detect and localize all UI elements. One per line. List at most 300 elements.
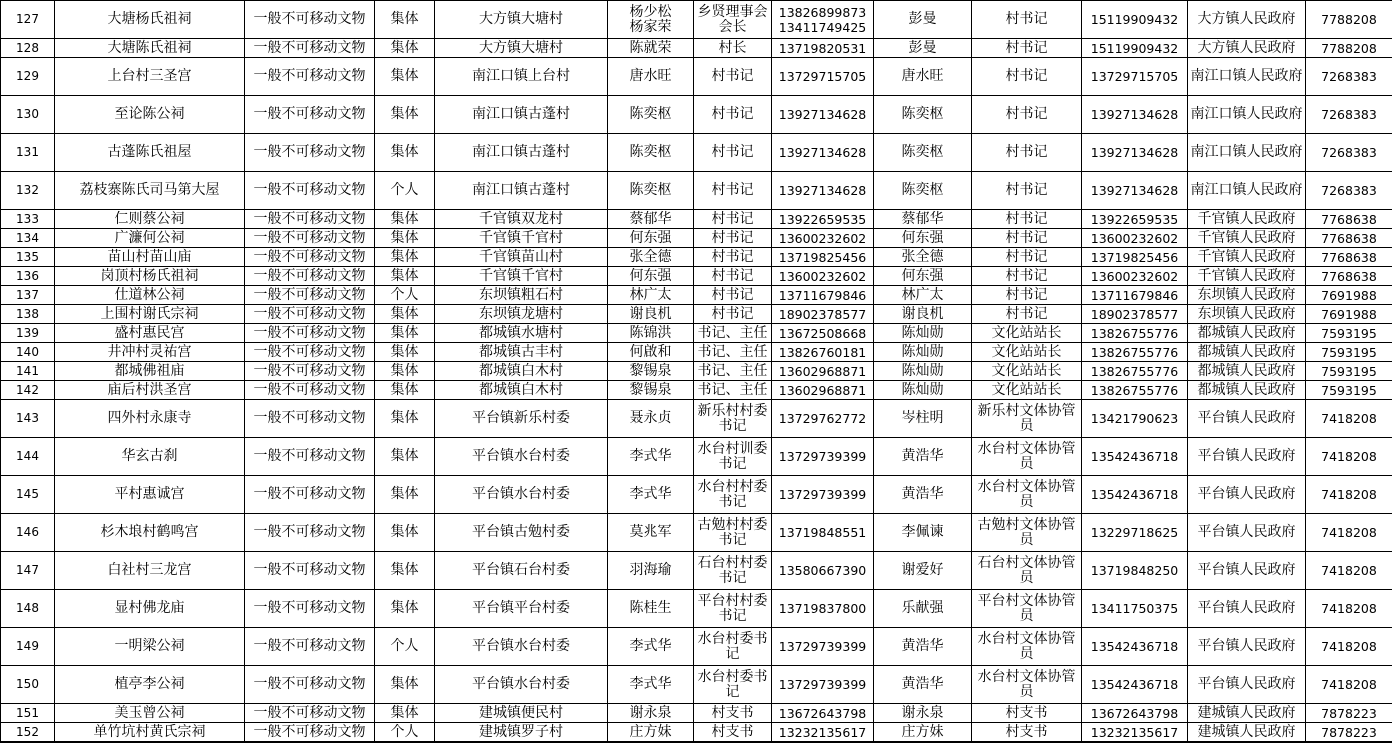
ownership-cell[interactable]: 集体	[375, 210, 435, 229]
manager-phone-cell[interactable]: 13927134628	[772, 134, 874, 172]
manager-position-cell[interactable]: 村书记	[694, 172, 772, 210]
relic-name-cell[interactable]: 广濂何公祠	[55, 229, 245, 248]
government-phone-cell[interactable]: 7768638	[1306, 267, 1392, 286]
ownership-cell[interactable]: 集体	[375, 400, 435, 438]
government-phone-cell[interactable]: 7768638	[1306, 229, 1392, 248]
manager-name-cell[interactable]: 陈桂生	[608, 590, 694, 628]
table-row[interactable]	[1, 134, 1392, 172]
manager-name-cell[interactable]: 谢永泉	[608, 704, 694, 723]
location-cell[interactable]: 平台镇水台村委	[435, 628, 608, 666]
liaison-phone-cell[interactable]: 15119909432	[1082, 39, 1188, 58]
liaison-name-cell[interactable]: 陈灿勋	[874, 343, 972, 362]
town-government-cell[interactable]: 南江口镇人民政府	[1188, 96, 1306, 134]
town-government-cell[interactable]: 千官镇人民政府	[1188, 248, 1306, 267]
protection-level-cell[interactable]: 一般不可移动文物	[245, 514, 375, 552]
row-number-cell[interactable]: 138	[1, 305, 55, 324]
row-number-cell[interactable]: 149	[1, 628, 55, 666]
liaison-phone-cell[interactable]: 13826755776	[1082, 362, 1188, 381]
liaison-phone-cell[interactable]: 13542436718	[1082, 438, 1188, 476]
row-number-cell[interactable]: 137	[1, 286, 55, 305]
liaison-name-cell[interactable]: 黄浩华	[874, 438, 972, 476]
table-row[interactable]	[1, 172, 1392, 210]
liaison-position-cell[interactable]: 村书记	[972, 286, 1082, 305]
manager-position-cell[interactable]: 水台村村委书记	[694, 476, 772, 514]
government-phone-cell[interactable]: 7418208	[1306, 552, 1392, 590]
manager-name-cell[interactable]: 陈奕枢	[608, 172, 694, 210]
relic-name-cell[interactable]: 一明梁公祠	[55, 628, 245, 666]
table-row[interactable]	[1, 704, 1392, 723]
government-phone-cell[interactable]: 7418208	[1306, 666, 1392, 704]
town-government-cell[interactable]: 平台镇人民政府	[1188, 400, 1306, 438]
ownership-cell[interactable]: 集体	[375, 324, 435, 343]
manager-phone-cell[interactable]: 13580667390	[772, 552, 874, 590]
town-government-cell[interactable]: 南江口镇人民政府	[1188, 172, 1306, 210]
liaison-position-cell[interactable]: 文化站站长	[972, 362, 1082, 381]
government-phone-cell[interactable]: 7768638	[1306, 248, 1392, 267]
manager-position-cell[interactable]: 平台村村委书记	[694, 590, 772, 628]
manager-phone-cell[interactable]: 13719825456	[772, 248, 874, 267]
liaison-phone-cell[interactable]: 13542436718	[1082, 628, 1188, 666]
liaison-phone-cell[interactable]: 13421790623	[1082, 400, 1188, 438]
location-cell[interactable]: 平台镇新乐村委	[435, 400, 608, 438]
liaison-name-cell[interactable]: 谢爱好	[874, 552, 972, 590]
table-row[interactable]	[1, 381, 1392, 400]
town-government-cell[interactable]: 都城镇人民政府	[1188, 324, 1306, 343]
liaison-position-cell[interactable]: 水台村文体协管员	[972, 628, 1082, 666]
manager-position-cell[interactable]: 新乐村村委书记	[694, 400, 772, 438]
ownership-cell[interactable]: 集体	[375, 39, 435, 58]
row-number-cell[interactable]: 131	[1, 134, 55, 172]
liaison-position-cell[interactable]: 村书记	[972, 134, 1082, 172]
protection-level-cell[interactable]: 一般不可移动文物	[245, 590, 375, 628]
table-row[interactable]	[1, 438, 1392, 476]
manager-name-cell[interactable]: 陈奕枢	[608, 134, 694, 172]
liaison-position-cell[interactable]: 村书记	[972, 305, 1082, 324]
government-phone-cell[interactable]: 7418208	[1306, 400, 1392, 438]
ownership-cell[interactable]: 集体	[375, 362, 435, 381]
protection-level-cell[interactable]: 一般不可移动文物	[245, 172, 375, 210]
government-phone-cell[interactable]: 7268383	[1306, 172, 1392, 210]
relic-name-cell[interactable]: 古蓬陈氏祖屋	[55, 134, 245, 172]
liaison-phone-cell[interactable]: 13672643798	[1082, 704, 1188, 723]
manager-position-cell[interactable]: 水台村训委书记	[694, 438, 772, 476]
ownership-cell[interactable]: 集体	[375, 267, 435, 286]
liaison-position-cell[interactable]: 村书记	[972, 229, 1082, 248]
liaison-position-cell[interactable]: 村支书	[972, 704, 1082, 723]
location-cell[interactable]: 建城镇罗子村	[435, 723, 608, 742]
liaison-phone-cell[interactable]: 13927134628	[1082, 172, 1188, 210]
table-row[interactable]	[1, 58, 1392, 96]
liaison-position-cell[interactable]: 文化站站长	[972, 343, 1082, 362]
liaison-name-cell[interactable]: 岑柱明	[874, 400, 972, 438]
manager-phone-cell[interactable]: 13602968871	[772, 362, 874, 381]
protection-level-cell[interactable]: 一般不可移动文物	[245, 666, 375, 704]
manager-phone-cell[interactable]: 13729762772	[772, 400, 874, 438]
ownership-cell[interactable]: 集体	[375, 704, 435, 723]
location-cell[interactable]: 东坝镇龙塘村	[435, 305, 608, 324]
relic-name-cell[interactable]: 平村惠诚宫	[55, 476, 245, 514]
town-government-cell[interactable]: 平台镇人民政府	[1188, 590, 1306, 628]
ownership-cell[interactable]: 集体	[375, 590, 435, 628]
table-row[interactable]	[1, 343, 1392, 362]
town-government-cell[interactable]: 平台镇人民政府	[1188, 514, 1306, 552]
manager-position-cell[interactable]: 村书记	[694, 248, 772, 267]
government-phone-cell[interactable]: 7593195	[1306, 324, 1392, 343]
liaison-phone-cell[interactable]: 13600232602	[1082, 267, 1188, 286]
row-number-cell[interactable]: 129	[1, 58, 55, 96]
government-phone-cell[interactable]: 7268383	[1306, 58, 1392, 96]
town-government-cell[interactable]: 平台镇人民政府	[1188, 552, 1306, 590]
location-cell[interactable]: 都城镇白木村	[435, 362, 608, 381]
liaison-name-cell[interactable]: 蔡郁华	[874, 210, 972, 229]
manager-phone-cell[interactable]: 13600232602	[772, 229, 874, 248]
relic-name-cell[interactable]: 苗山村苗山庙	[55, 248, 245, 267]
relic-name-cell[interactable]: 仁则蔡公祠	[55, 210, 245, 229]
manager-phone-cell[interactable]: 13927134628	[772, 172, 874, 210]
table-row[interactable]	[1, 96, 1392, 134]
protection-level-cell[interactable]: 一般不可移动文物	[245, 96, 375, 134]
row-number-cell[interactable]: 144	[1, 438, 55, 476]
town-government-cell[interactable]: 建城镇人民政府	[1188, 723, 1306, 742]
liaison-phone-cell[interactable]: 13542436718	[1082, 476, 1188, 514]
relic-name-cell[interactable]: 大塘陈氏祖祠	[55, 39, 245, 58]
town-government-cell[interactable]: 东坝镇人民政府	[1188, 305, 1306, 324]
liaison-position-cell[interactable]: 村书记	[972, 248, 1082, 267]
protection-level-cell[interactable]: 一般不可移动文物	[245, 134, 375, 172]
government-phone-cell[interactable]: 7418208	[1306, 514, 1392, 552]
liaison-name-cell[interactable]: 张全德	[874, 248, 972, 267]
manager-position-cell[interactable]: 村书记	[694, 305, 772, 324]
government-phone-cell[interactable]: 7268383	[1306, 96, 1392, 134]
ownership-cell[interactable]: 集体	[375, 229, 435, 248]
manager-name-cell[interactable]: 黎锡泉	[608, 381, 694, 400]
relic-name-cell[interactable]: 植亭李公祠	[55, 666, 245, 704]
liaison-phone-cell[interactable]: 13927134628	[1082, 96, 1188, 134]
manager-phone-cell[interactable]: 13600232602	[772, 267, 874, 286]
manager-name-cell[interactable]: 唐水旺	[608, 58, 694, 96]
table-row[interactable]	[1, 476, 1392, 514]
row-number-cell[interactable]: 128	[1, 39, 55, 58]
location-cell[interactable]: 建城镇便民村	[435, 704, 608, 723]
liaison-position-cell[interactable]: 村书记	[972, 1, 1082, 39]
manager-position-cell[interactable]: 村书记	[694, 96, 772, 134]
row-number-cell[interactable]: 151	[1, 704, 55, 723]
ownership-cell[interactable]: 集体	[375, 476, 435, 514]
town-government-cell[interactable]: 千官镇人民政府	[1188, 210, 1306, 229]
manager-position-cell[interactable]: 村书记	[694, 229, 772, 248]
protection-level-cell[interactable]: 一般不可移动文物	[245, 267, 375, 286]
location-cell[interactable]: 平台镇古勉村委	[435, 514, 608, 552]
liaison-phone-cell[interactable]: 13542436718	[1082, 666, 1188, 704]
liaison-position-cell[interactable]: 村书记	[972, 267, 1082, 286]
liaison-position-cell[interactable]: 水台村文体协管员	[972, 438, 1082, 476]
town-government-cell[interactable]: 平台镇人民政府	[1188, 438, 1306, 476]
liaison-phone-cell[interactable]: 13711679846	[1082, 286, 1188, 305]
row-number-cell[interactable]: 127	[1, 1, 55, 39]
protection-level-cell[interactable]: 一般不可移动文物	[245, 286, 375, 305]
location-cell[interactable]: 千官镇千官村	[435, 229, 608, 248]
protection-level-cell[interactable]: 一般不可移动文物	[245, 324, 375, 343]
liaison-phone-cell[interactable]: 13229718625	[1082, 514, 1188, 552]
liaison-name-cell[interactable]: 何东强	[874, 267, 972, 286]
table-row[interactable]	[1, 1, 1392, 39]
manager-position-cell[interactable]: 石台村村委书记	[694, 552, 772, 590]
town-government-cell[interactable]: 东坝镇人民政府	[1188, 286, 1306, 305]
row-number-cell[interactable]: 140	[1, 343, 55, 362]
manager-position-cell[interactable]: 书记、主任	[694, 362, 772, 381]
manager-phone-cell[interactable]: 13729715705	[772, 58, 874, 96]
relic-name-cell[interactable]: 都城佛祖庙	[55, 362, 245, 381]
manager-name-cell[interactable]: 羽海瑜	[608, 552, 694, 590]
ownership-cell[interactable]: 集体	[375, 514, 435, 552]
protection-level-cell[interactable]: 一般不可移动文物	[245, 39, 375, 58]
liaison-name-cell[interactable]: 谢良机	[874, 305, 972, 324]
manager-phone-cell[interactable]: 13719820531	[772, 39, 874, 58]
ownership-cell[interactable]: 集体	[375, 552, 435, 590]
row-number-cell[interactable]: 146	[1, 514, 55, 552]
table-row[interactable]	[1, 305, 1392, 324]
location-cell[interactable]: 平台镇水台村委	[435, 666, 608, 704]
liaison-name-cell[interactable]: 黄浩华	[874, 666, 972, 704]
table-row[interactable]	[1, 723, 1392, 742]
ownership-cell[interactable]: 集体	[375, 1, 435, 39]
row-number-cell[interactable]: 143	[1, 400, 55, 438]
manager-phone-cell[interactable]: 13729739399	[772, 666, 874, 704]
protection-level-cell[interactable]: 一般不可移动文物	[245, 248, 375, 267]
location-cell[interactable]: 大方镇大塘村	[435, 1, 608, 39]
liaison-phone-cell[interactable]: 13232135617	[1082, 723, 1188, 742]
ownership-cell[interactable]: 集体	[375, 134, 435, 172]
liaison-position-cell[interactable]: 文化站站长	[972, 381, 1082, 400]
liaison-name-cell[interactable]: 陈灿勋	[874, 381, 972, 400]
protection-level-cell[interactable]: 一般不可移动文物	[245, 381, 375, 400]
government-phone-cell[interactable]: 7418208	[1306, 628, 1392, 666]
manager-name-cell[interactable]: 杨少松 杨家荣	[608, 1, 694, 39]
location-cell[interactable]: 平台镇石台村委	[435, 552, 608, 590]
manager-phone-cell[interactable]: 13729739399	[772, 628, 874, 666]
manager-name-cell[interactable]: 聂永贞	[608, 400, 694, 438]
manager-phone-cell[interactable]: 13672508668	[772, 324, 874, 343]
relic-name-cell[interactable]: 大塘杨氏祖祠	[55, 1, 245, 39]
manager-phone-cell[interactable]: 13826760181	[772, 343, 874, 362]
government-phone-cell[interactable]: 7418208	[1306, 438, 1392, 476]
relic-name-cell[interactable]: 美玉曾公祠	[55, 704, 245, 723]
manager-position-cell[interactable]: 村长	[694, 39, 772, 58]
liaison-position-cell[interactable]: 文化站站长	[972, 324, 1082, 343]
protection-level-cell[interactable]: 一般不可移动文物	[245, 229, 375, 248]
table-row[interactable]	[1, 324, 1392, 343]
relic-name-cell[interactable]: 荔枝寨陈氏司马第大屋	[55, 172, 245, 210]
table-row[interactable]	[1, 514, 1392, 552]
protection-level-cell[interactable]: 一般不可移动文物	[245, 58, 375, 96]
manager-position-cell[interactable]: 乡贤理事会会长	[694, 1, 772, 39]
manager-position-cell[interactable]: 书记、主任	[694, 343, 772, 362]
liaison-name-cell[interactable]: 陈奕枢	[874, 134, 972, 172]
relic-name-cell[interactable]: 上围村谢氏宗祠	[55, 305, 245, 324]
row-number-cell[interactable]: 152	[1, 723, 55, 742]
manager-phone-cell[interactable]: 13672643798	[772, 704, 874, 723]
ownership-cell[interactable]: 集体	[375, 666, 435, 704]
liaison-position-cell[interactable]: 村书记	[972, 172, 1082, 210]
town-government-cell[interactable]: 南江口镇人民政府	[1188, 58, 1306, 96]
relic-name-cell[interactable]: 白社村三龙宫	[55, 552, 245, 590]
relic-name-cell[interactable]: 岗顶村杨氏祖祠	[55, 267, 245, 286]
protection-level-cell[interactable]: 一般不可移动文物	[245, 552, 375, 590]
manager-name-cell[interactable]: 陈锦洪	[608, 324, 694, 343]
government-phone-cell[interactable]: 7788208	[1306, 1, 1392, 39]
town-government-cell[interactable]: 建城镇人民政府	[1188, 704, 1306, 723]
government-phone-cell[interactable]: 7788208	[1306, 39, 1392, 58]
manager-phone-cell[interactable]: 13602968871	[772, 381, 874, 400]
manager-phone-cell[interactable]: 13729739399	[772, 476, 874, 514]
ownership-cell[interactable]: 集体	[375, 438, 435, 476]
manager-name-cell[interactable]: 李式华	[608, 628, 694, 666]
manager-position-cell[interactable]: 书记、主任	[694, 381, 772, 400]
manager-name-cell[interactable]: 何东强	[608, 267, 694, 286]
liaison-name-cell[interactable]: 陈奕枢	[874, 96, 972, 134]
town-government-cell[interactable]: 平台镇人民政府	[1188, 628, 1306, 666]
row-number-cell[interactable]: 135	[1, 248, 55, 267]
location-cell[interactable]: 平台镇平台村委	[435, 590, 608, 628]
liaison-name-cell[interactable]: 何东强	[874, 229, 972, 248]
liaison-position-cell[interactable]: 村书记	[972, 210, 1082, 229]
table-row[interactable]	[1, 210, 1392, 229]
liaison-position-cell[interactable]: 新乐村文体协管员	[972, 400, 1082, 438]
table-row[interactable]	[1, 666, 1392, 704]
manager-position-cell[interactable]: 水台村委书记	[694, 666, 772, 704]
town-government-cell[interactable]: 大方镇人民政府	[1188, 39, 1306, 58]
table-row[interactable]	[1, 39, 1392, 58]
manager-name-cell[interactable]: 李式华	[608, 476, 694, 514]
relic-name-cell[interactable]: 仕道林公祠	[55, 286, 245, 305]
relic-name-cell[interactable]: 单竹坑村黄氏宗祠	[55, 723, 245, 742]
manager-phone-cell[interactable]: 13922659535	[772, 210, 874, 229]
liaison-position-cell[interactable]: 村书记	[972, 96, 1082, 134]
manager-name-cell[interactable]: 谢良机	[608, 305, 694, 324]
relic-name-cell[interactable]: 上台村三圣宫	[55, 58, 245, 96]
liaison-phone-cell[interactable]: 13826755776	[1082, 343, 1188, 362]
government-phone-cell[interactable]: 7593195	[1306, 343, 1392, 362]
manager-phone-cell[interactable]: 13927134628	[772, 96, 874, 134]
liaison-phone-cell[interactable]: 13729715705	[1082, 58, 1188, 96]
protection-level-cell[interactable]: 一般不可移动文物	[245, 210, 375, 229]
row-number-cell[interactable]: 148	[1, 590, 55, 628]
table-row[interactable]	[1, 229, 1392, 248]
table-row[interactable]	[1, 590, 1392, 628]
liaison-position-cell[interactable]: 平台村文体协管员	[972, 590, 1082, 628]
liaison-position-cell[interactable]: 石台村文体协管员	[972, 552, 1082, 590]
table-row[interactable]	[1, 248, 1392, 267]
location-cell[interactable]: 都城镇古丰村	[435, 343, 608, 362]
ownership-cell[interactable]: 个人	[375, 628, 435, 666]
protection-level-cell[interactable]: 一般不可移动文物	[245, 362, 375, 381]
row-number-cell[interactable]: 141	[1, 362, 55, 381]
row-number-cell[interactable]: 150	[1, 666, 55, 704]
protection-level-cell[interactable]: 一般不可移动文物	[245, 343, 375, 362]
government-phone-cell[interactable]: 7593195	[1306, 381, 1392, 400]
manager-phone-cell[interactable]: 13719848551	[772, 514, 874, 552]
location-cell[interactable]: 南江口镇古蓬村	[435, 134, 608, 172]
row-number-cell[interactable]: 145	[1, 476, 55, 514]
manager-phone-cell[interactable]: 13232135617	[772, 723, 874, 742]
liaison-position-cell[interactable]: 村支书	[972, 723, 1082, 742]
protection-level-cell[interactable]: 一般不可移动文物	[245, 476, 375, 514]
location-cell[interactable]: 南江口镇上台村	[435, 58, 608, 96]
table-row[interactable]	[1, 552, 1392, 590]
government-phone-cell[interactable]: 7268383	[1306, 134, 1392, 172]
government-phone-cell[interactable]: 7593195	[1306, 362, 1392, 381]
manager-position-cell[interactable]: 村书记	[694, 134, 772, 172]
ownership-cell[interactable]: 个人	[375, 172, 435, 210]
protection-level-cell[interactable]: 一般不可移动文物	[245, 723, 375, 742]
manager-position-cell[interactable]: 村书记	[694, 286, 772, 305]
location-cell[interactable]: 都城镇白木村	[435, 381, 608, 400]
relic-name-cell[interactable]: 四外村永康寺	[55, 400, 245, 438]
liaison-name-cell[interactable]: 黄浩华	[874, 628, 972, 666]
table-row[interactable]	[1, 267, 1392, 286]
location-cell[interactable]: 千官镇千官村	[435, 267, 608, 286]
liaison-name-cell[interactable]: 彭曼	[874, 1, 972, 39]
relic-name-cell[interactable]: 杉木埌村鹤鸣宫	[55, 514, 245, 552]
liaison-name-cell[interactable]: 陈灿勋	[874, 324, 972, 343]
row-number-cell[interactable]: 142	[1, 381, 55, 400]
town-government-cell[interactable]: 都城镇人民政府	[1188, 381, 1306, 400]
ownership-cell[interactable]: 个人	[375, 723, 435, 742]
relic-name-cell[interactable]: 盛村惠民宫	[55, 324, 245, 343]
protection-level-cell[interactable]: 一般不可移动文物	[245, 704, 375, 723]
manager-name-cell[interactable]: 蔡郁华	[608, 210, 694, 229]
government-phone-cell[interactable]: 7418208	[1306, 590, 1392, 628]
liaison-phone-cell[interactable]: 13719848250	[1082, 552, 1188, 590]
row-number-cell[interactable]: 134	[1, 229, 55, 248]
town-government-cell[interactable]: 大方镇人民政府	[1188, 1, 1306, 39]
manager-name-cell[interactable]: 李式华	[608, 666, 694, 704]
liaison-phone-cell[interactable]: 13922659535	[1082, 210, 1188, 229]
manager-phone-cell[interactable]: 13719837800	[772, 590, 874, 628]
liaison-name-cell[interactable]: 彭曼	[874, 39, 972, 58]
location-cell[interactable]: 千官镇苗山村	[435, 248, 608, 267]
manager-name-cell[interactable]: 何东强	[608, 229, 694, 248]
location-cell[interactable]: 大方镇大塘村	[435, 39, 608, 58]
protection-level-cell[interactable]: 一般不可移动文物	[245, 400, 375, 438]
town-government-cell[interactable]: 平台镇人民政府	[1188, 666, 1306, 704]
manager-position-cell[interactable]: 村书记	[694, 267, 772, 286]
manager-name-cell[interactable]: 张全德	[608, 248, 694, 267]
row-number-cell[interactable]: 130	[1, 96, 55, 134]
manager-position-cell[interactable]: 村书记	[694, 210, 772, 229]
manager-name-cell[interactable]: 李式华	[608, 438, 694, 476]
manager-position-cell[interactable]: 书记、主任	[694, 324, 772, 343]
liaison-phone-cell[interactable]: 13411750375	[1082, 590, 1188, 628]
government-phone-cell[interactable]: 7878223	[1306, 704, 1392, 723]
town-government-cell[interactable]: 都城镇人民政府	[1188, 362, 1306, 381]
location-cell[interactable]: 都城镇水塘村	[435, 324, 608, 343]
liaison-phone-cell[interactable]: 13927134628	[1082, 134, 1188, 172]
protection-level-cell[interactable]: 一般不可移动文物	[245, 438, 375, 476]
liaison-phone-cell[interactable]: 13719825456	[1082, 248, 1188, 267]
manager-position-cell[interactable]: 水台村委书记	[694, 628, 772, 666]
row-number-cell[interactable]: 133	[1, 210, 55, 229]
row-number-cell[interactable]: 132	[1, 172, 55, 210]
liaison-phone-cell[interactable]: 18902378577	[1082, 305, 1188, 324]
liaison-phone-cell[interactable]: 13826755776	[1082, 324, 1188, 343]
liaison-name-cell[interactable]: 李佩谏	[874, 514, 972, 552]
liaison-position-cell[interactable]: 水台村文体协管员	[972, 666, 1082, 704]
manager-name-cell[interactable]: 莫兆军	[608, 514, 694, 552]
government-phone-cell[interactable]: 7418208	[1306, 476, 1392, 514]
manager-name-cell[interactable]: 黎锡泉	[608, 362, 694, 381]
ownership-cell[interactable]: 集体	[375, 58, 435, 96]
